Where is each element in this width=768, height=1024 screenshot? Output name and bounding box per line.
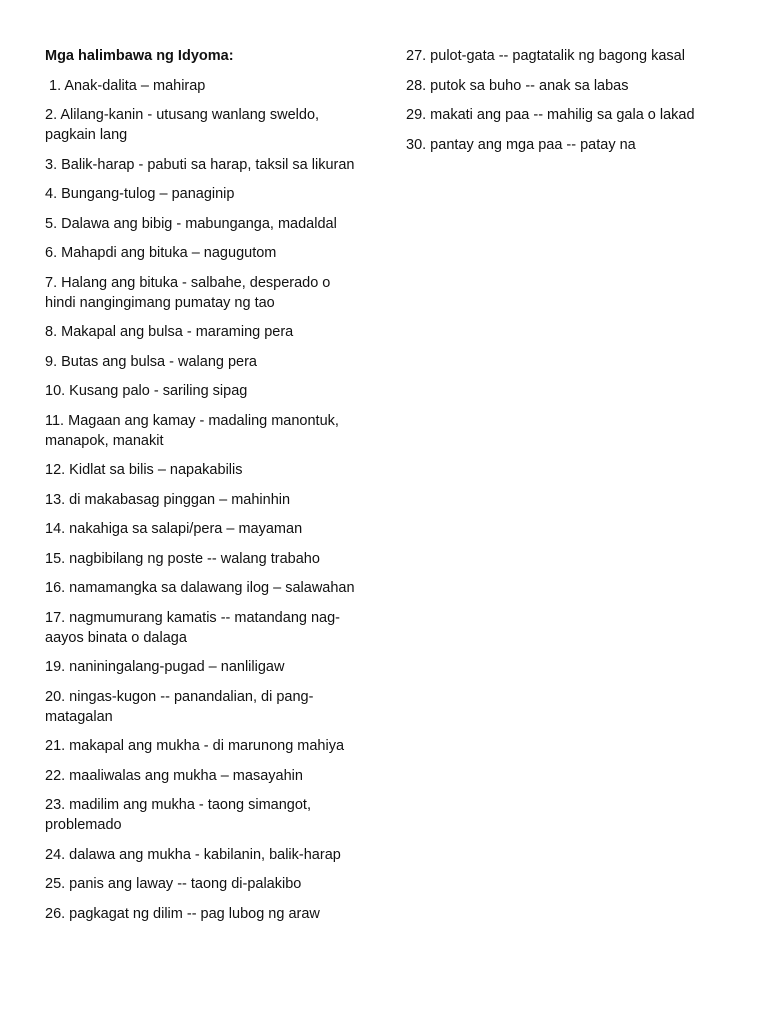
idiom-item: 24. dalawa ang mukha - kabilanin, balik-harap bbox=[45, 846, 341, 863]
idiom-item: 9. Butas ang bulsa - walang pera bbox=[45, 353, 257, 370]
idiom-item: 26. pagkagat ng dilim -- pag lubog ng araw bbox=[45, 905, 320, 922]
idiom-item: 2. Alilang-kanin - utusang wanlang sweldo, pagkain lang bbox=[45, 107, 320, 143]
idiom-item: 10. Kusang palo - sariling sipag bbox=[45, 383, 248, 399]
idiom-item: 23. madilim ang mukha - taong simangot, problemado bbox=[45, 797, 311, 833]
idiom-item: 29. makati ang paa -- mahilig sa gala o lakad bbox=[406, 107, 695, 123]
idiom-item: 21. makapal ang mukha - di marunong mahiya bbox=[45, 738, 345, 754]
idiom-item: 14. nakahiga sa salapi/pera – mayaman bbox=[45, 521, 303, 537]
document-title: Mga halimbawa ng Idyoma: bbox=[45, 48, 234, 64]
idiom-item: 17. nagmumurang kamatis -- matandang nag-aayos binata o dalaga bbox=[45, 609, 340, 646]
idiom-item: 13. di makabasag pinggan – mahinhin bbox=[45, 491, 291, 508]
idiom-item: 25. panis ang laway -- taong di-palakibo bbox=[45, 876, 302, 892]
idiom-item: 4. Bungang-tulog – panaginip bbox=[45, 186, 235, 202]
idiom-item: 15. nagbibilang ng poste -- walang trabaho bbox=[45, 550, 320, 567]
idiom-item: 6. Mahapdi ang bituka – nagugutom bbox=[45, 245, 277, 261]
idiom-item: 22. maaliwalas ang mukha – masayahin bbox=[45, 767, 303, 784]
idiom-item: 20. ningas-kugon -- panandalian, di pang-matagalan bbox=[45, 688, 314, 725]
right-column bbox=[406, 46, 746, 164]
idiom-item: 27. pulot-gata -- pagtatalik ng bagong kasal bbox=[406, 48, 685, 64]
left-column bbox=[45, 46, 365, 933]
idiom-item: 30. pantay ang mga paa -- patay na bbox=[406, 136, 636, 153]
idiom-item: 28. putok sa buho -- anak sa labas bbox=[406, 77, 629, 94]
idiom-item: 16. namamangka sa dalawang ilog – salawahan bbox=[45, 580, 355, 596]
idiom-item: 3. Balik-harap - pabuti sa harap, taksil sa likuran bbox=[45, 156, 355, 173]
idiom-item: 1. Anak-dalita – mahirap bbox=[49, 77, 206, 94]
idiom-item: 5. Dalawa ang bibig - mabunganga, madaldal bbox=[45, 215, 337, 232]
idiom-item: 11. Magaan ang kamay - madaling manontuk, manapok, manakit bbox=[45, 412, 339, 449]
idiom-item: 7. Halang ang bituka - salbahe, desperado o hindi nangingimang pumatay ng tao bbox=[45, 274, 331, 311]
idiom-item: 19. naniningalang-pugad – nanliligaw bbox=[45, 659, 285, 675]
idiom-item: 8. Makapal ang bulsa - maraming pera bbox=[45, 324, 294, 340]
idiom-item: 12. Kidlat sa bilis – napakabilis bbox=[45, 462, 243, 478]
